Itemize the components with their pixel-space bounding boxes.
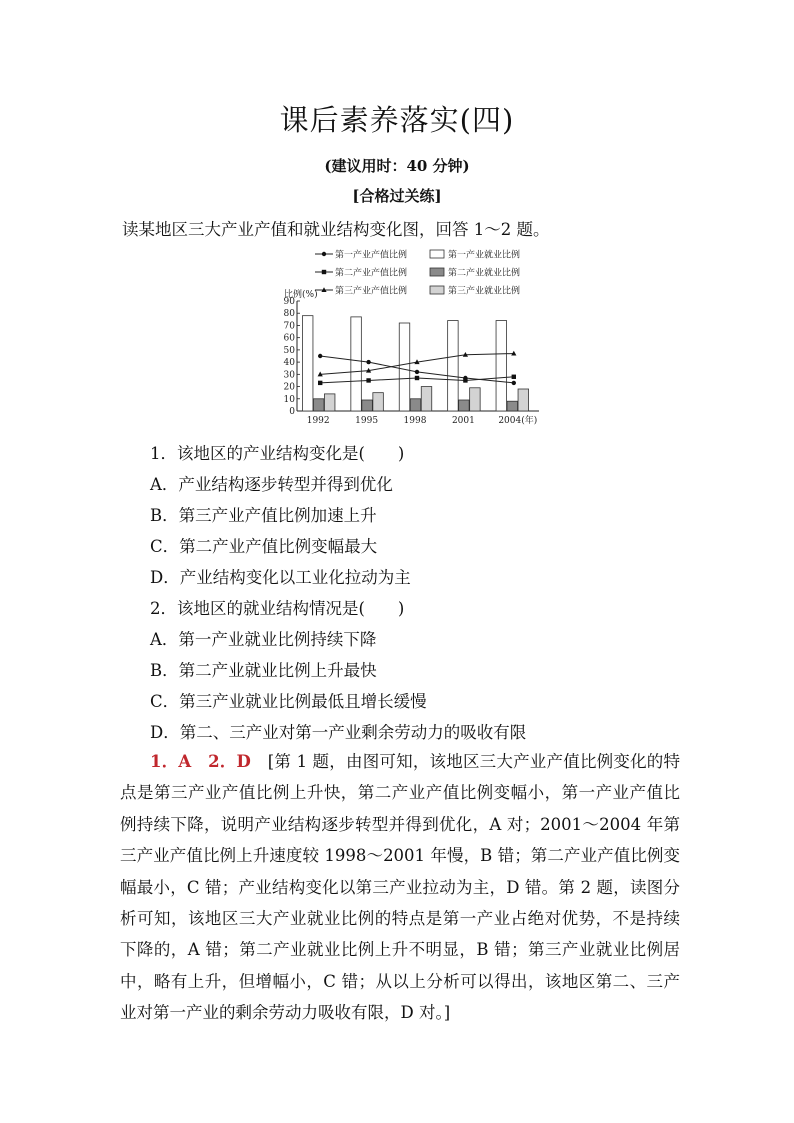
line-point: [463, 378, 467, 382]
question-intro: 读某地区三大产业产值和就业结构变化图，回答 1～2 题。: [122, 220, 550, 239]
bar: [470, 388, 481, 411]
bar: [399, 323, 410, 411]
answer-explanation: [第 1 题，由图可知，该地区三大产业产值比例变化的特点是第三产业产值比例上升快，第二产业产值比例变幅小，第一产业产值比例持续下降，说明产业结构逐步转型并得到优化，A 对；2001～2004 年第三产业产值比例上升速度较 1998～2001 年慢，B 错；第二产业产值比例变幅最小，C 错；产业结构变化以第三产业拉动为主，D 错。第 2 题，读图分析可知，该地区三大产业就业比例的特点是第一产业占绝对优势，不是持续下降的，A 错；第二产业就业比例上升不明显，B 错；第三产业就业比例居中，略有上升，但增幅小，C 错；从以上分析可以得出，该地区第二、三产业对第一产业的剩余劳动力吸收有限，D 对。]: [120, 752, 680, 1023]
line-point: [415, 370, 419, 374]
y-tick-label: 70: [283, 321, 295, 332]
industry-chart: [282, 244, 544, 434]
question-2-option-c: C．第三产业就业比例最低且增长缓慢: [150, 692, 427, 711]
x-tick-label: 1995: [355, 416, 379, 426]
legend-label: 第一产业产值比例: [335, 250, 408, 261]
y-tick-label: 90: [283, 297, 295, 307]
bar: [351, 317, 362, 411]
y-tick-label: 60: [283, 333, 295, 344]
line-point: [512, 381, 516, 385]
x-tick-label: 1998: [403, 416, 427, 426]
line-point: [366, 360, 370, 364]
bar: [302, 316, 313, 411]
bar: [518, 389, 529, 411]
bar: [496, 321, 507, 411]
y-tick-label: 40: [283, 358, 295, 369]
bar: [421, 387, 432, 411]
x-tick-label: 2001: [451, 416, 475, 426]
bar: [459, 400, 470, 411]
x-tick-label: 2004(年): [498, 416, 538, 426]
legend-bar-swatch: [430, 286, 444, 294]
line-point: [415, 376, 419, 380]
y-axis-label: 比例(%): [284, 290, 318, 300]
question-1-option-a: A．产业结构逐步转型并得到优化: [150, 475, 393, 494]
page-title: 课后素养落实(四): [279, 103, 515, 137]
answer-explanation-block: [120, 746, 680, 1029]
y-tick-label: 30: [283, 370, 295, 381]
line-point: [318, 381, 322, 385]
legend-label: 第三产业产值比例: [335, 286, 408, 297]
answer-key: 1．A 2．D: [150, 752, 251, 771]
section-label: [合格过关练]: [352, 187, 442, 205]
question-1-stem: 1．该地区的产业结构变化是( ): [150, 444, 405, 463]
x-tick-label: 1992: [306, 416, 330, 426]
bar: [448, 321, 459, 411]
legend-label: 第二产业就业比例: [448, 268, 521, 279]
legend-bar-swatch: [430, 250, 444, 258]
y-tick-label: 10: [283, 394, 295, 405]
legend-marker: [322, 252, 326, 256]
bar: [313, 399, 324, 411]
bar: [410, 399, 421, 411]
legend-marker: [322, 270, 326, 274]
y-tick-label: 20: [283, 382, 295, 393]
question-2-stem: 2．该地区的就业结构情况是( ): [150, 599, 405, 618]
question-2-option-b: B．第二产业就业比例上升最快: [150, 661, 377, 680]
question-1-option-d: D．产业结构变化以工业化拉动为主: [150, 568, 411, 587]
bar: [507, 401, 518, 411]
question-2-option-d: D．第二、三产业对第一产业剩余劳动力的吸收有限: [150, 723, 527, 742]
line-point: [318, 354, 322, 358]
legend-label: 第一产业就业比例: [448, 250, 521, 261]
legend-bar-swatch: [430, 268, 444, 276]
bar: [362, 400, 373, 411]
legend-label: 第二产业产值比例: [335, 268, 408, 279]
y-tick-label: 80: [283, 309, 295, 320]
question-1-option-c: C．第二产业产值比例变幅最大: [150, 537, 378, 556]
question-1-option-b: B．第三产业产值比例加速上升: [150, 506, 377, 525]
suggested-time: (建议用时：40 分钟): [324, 157, 470, 175]
line-point: [366, 378, 370, 382]
y-tick-label: 50: [283, 345, 295, 356]
bar: [373, 393, 384, 411]
y-tick-label: 0: [289, 407, 295, 417]
chart-svg: [282, 244, 544, 434]
question-2-option-a: A．第一产业就业比例持续下降: [150, 630, 377, 649]
line-point: [512, 375, 516, 379]
bar: [324, 394, 335, 411]
legend-label: 第三产业就业比例: [448, 286, 521, 297]
